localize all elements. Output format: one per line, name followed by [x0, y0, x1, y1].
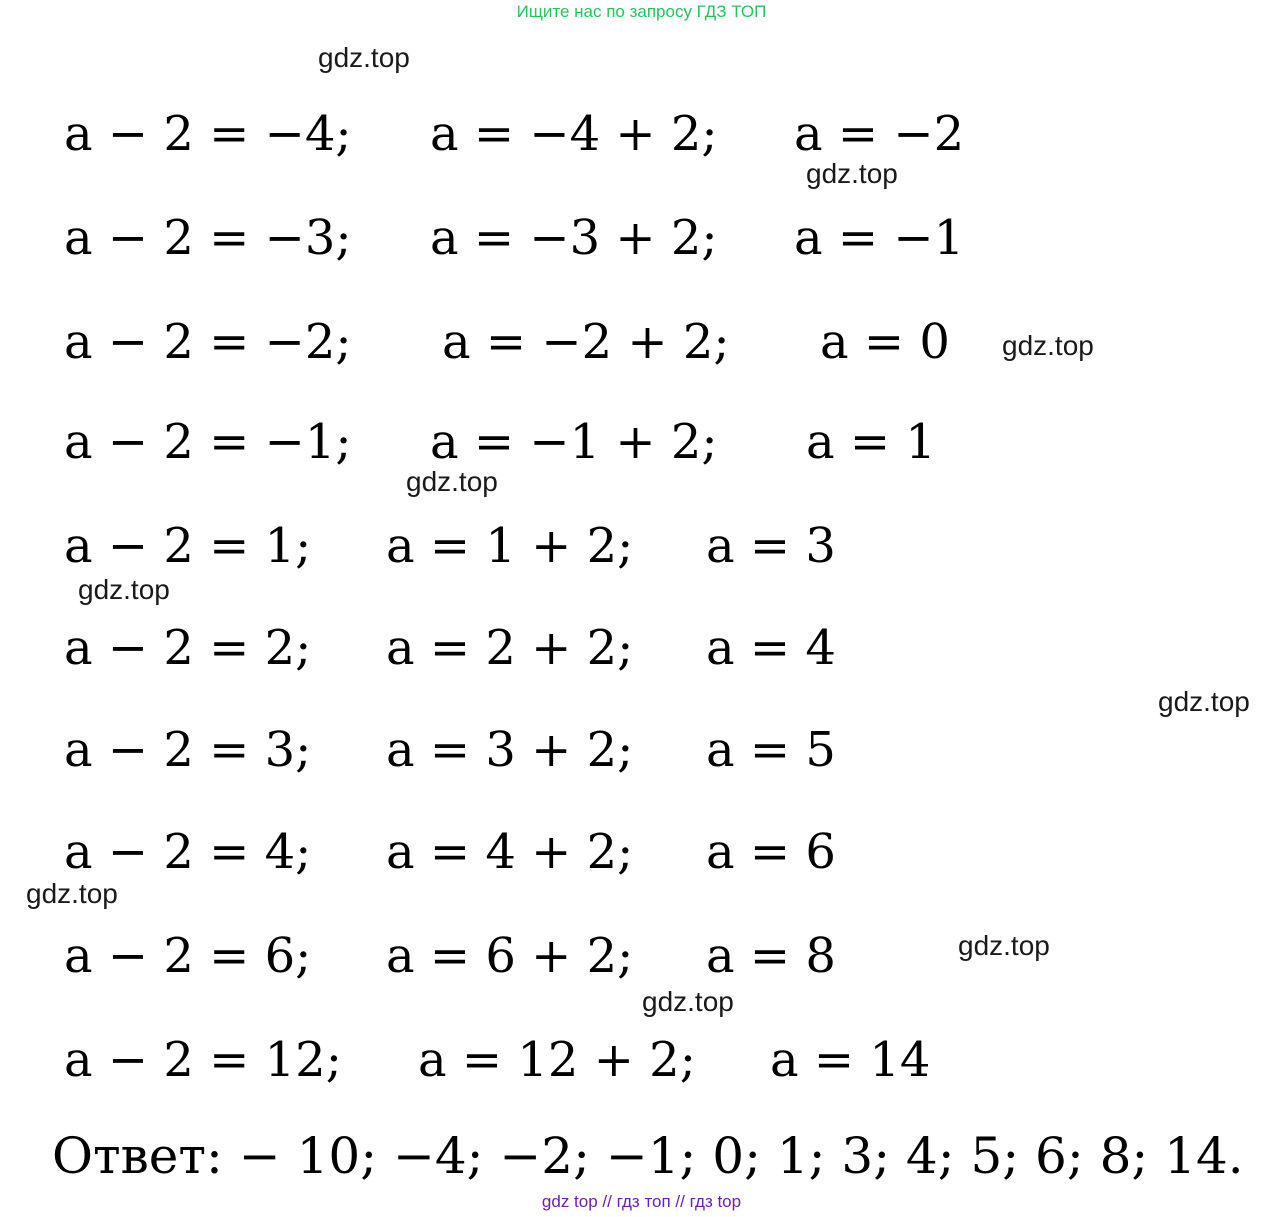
- watermark: gdz.top: [642, 986, 734, 1017]
- equation-solution: a = −1: [794, 210, 965, 266]
- watermark: gdz.top: [1002, 330, 1094, 361]
- equation-transformed: a = −1 + 2;: [430, 414, 718, 470]
- equation-solution: a = 1: [806, 414, 936, 470]
- equation-original: a − 2 = −1;: [64, 414, 352, 470]
- footer-watermark-text: gdz top // гдз топ // гдз top: [541, 1192, 742, 1211]
- equation-transformed: a = −2 + 2;: [442, 314, 730, 370]
- equation-original: a − 2 = 12;: [64, 1032, 342, 1088]
- equation-solution: a = −2: [794, 106, 965, 162]
- watermark: gdz.top: [1158, 686, 1250, 717]
- equation-original: a − 2 = 3;: [64, 722, 312, 778]
- equation-original: a − 2 = −3;: [64, 210, 352, 266]
- equation-transformed: a = 2 + 2;: [386, 620, 634, 676]
- equation-transformed: a = 3 + 2;: [386, 722, 634, 778]
- equation-transformed: a = 6 + 2;: [386, 928, 634, 984]
- equation-solution: a = 4: [706, 620, 836, 676]
- equation-solution: a = 5: [706, 722, 836, 778]
- equation-original: a − 2 = −2;: [64, 314, 352, 370]
- equation-solution: a = 3: [706, 518, 836, 574]
- equation-solution: a = 14: [770, 1032, 931, 1088]
- header-promo-text: Ищите нас по запросу ГДЗ ТОП: [516, 2, 767, 21]
- watermark: gdz.top: [958, 930, 1050, 961]
- watermark: gdz.top: [806, 158, 898, 189]
- equation-solution: a = 0: [820, 314, 950, 370]
- equation-transformed: a = 4 + 2;: [386, 824, 634, 880]
- equation-solution: a = 6: [706, 824, 836, 880]
- equation-transformed: a = 1 + 2;: [386, 518, 634, 574]
- equation-original: a − 2 = 6;: [64, 928, 312, 984]
- equation-transformed: a = −3 + 2;: [430, 210, 718, 266]
- equation-original: a − 2 = 2;: [64, 620, 312, 676]
- answer-line: Ответ: − 10; −4; −2; −1; 0; 1; 3; 4; 5; 6; 8; 14.: [52, 1127, 1244, 1185]
- equation-transformed: a = −4 + 2;: [430, 106, 718, 162]
- watermark: gdz.top: [318, 42, 410, 73]
- equation-original: a − 2 = 1;: [64, 518, 312, 574]
- watermark: gdz.top: [78, 574, 170, 605]
- equation-transformed: a = 12 + 2;: [418, 1032, 696, 1088]
- equation-original: a − 2 = −4;: [64, 106, 352, 162]
- equation-original: a − 2 = 4;: [64, 824, 312, 880]
- equation-solution: a = 8: [706, 928, 836, 984]
- watermark: gdz.top: [406, 466, 498, 497]
- watermark: gdz.top: [26, 878, 118, 909]
